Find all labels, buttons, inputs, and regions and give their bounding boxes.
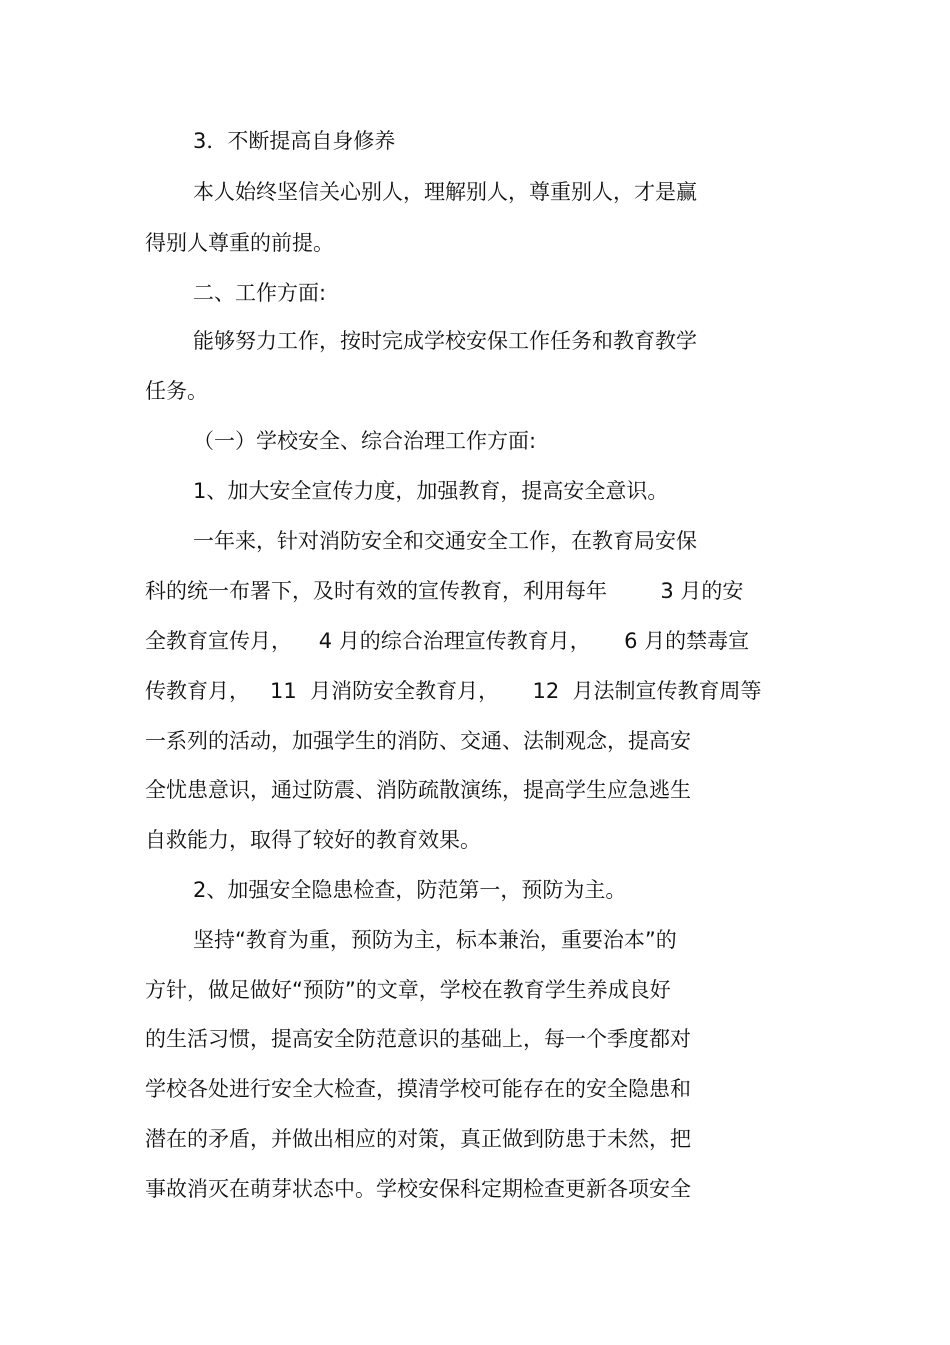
text-line: 自救能力，取得了较好的教育效果。	[145, 828, 481, 852]
text-line: 本人始终坚信关心别人，理解别人，尊重别人，才是赢	[193, 180, 697, 204]
text-line: 方针，做足做好“预防”的文章，学校在教育学生养成良好	[145, 978, 671, 1002]
text-line: 得别人尊重的前提。	[145, 231, 334, 255]
text-line: 1、加大安全宣传力度，加强教育，提高安全意识。	[193, 479, 669, 503]
text-line: 事故消灭在萌芽状态中。学校安保科定期检查更新各项安全	[145, 1177, 691, 1201]
text-line: 传教育月， 11 月消防安全教育月， 12 月法制宣传教育周等	[145, 679, 762, 703]
text-line: 2、加强安全隐患检查，防范第一，预防为主。	[193, 878, 627, 902]
text-line: 能够努力工作，按时完成学校安保工作任务和教育教学	[193, 329, 697, 353]
text-line: 一系列的活动，加强学生的消防、交通、法制观念，提高安	[145, 729, 691, 753]
text-line: 的生活习惯，提高安全防范意识的基础上，每一个季度都对	[145, 1027, 691, 1051]
text-line: 全忧患意识，通过防震、消防疏散演练，提高学生应急逃生	[145, 778, 691, 802]
text-line: 学校各处进行安全大检查，摸清学校可能存在的安全隐患和	[145, 1077, 691, 1101]
text-line: 3．不断提高自身修养	[193, 129, 396, 153]
text-line: 潜在的矛盾，并做出相应的对策，真正做到防患于未然，把	[145, 1127, 691, 1151]
text-line: （一）学校安全、综合治理工作方面:	[193, 429, 537, 453]
text-line: 一年来，针对消防安全和交通安全工作，在教育局安保	[193, 529, 697, 553]
text-line: 坚持“教育为重，预防为主，标本兼治，重要治本”的	[193, 928, 677, 952]
text-line: 任务。	[145, 379, 208, 403]
text-line: 全教育宣传月， 4 月的综合治理宣传教育月， 6 月的禁毒宣	[145, 629, 750, 653]
text-line: 科的统一布署下，及时有效的宣传教育，利用每年 3 月的安	[145, 579, 744, 603]
text-line: 二、工作方面:	[193, 281, 327, 305]
